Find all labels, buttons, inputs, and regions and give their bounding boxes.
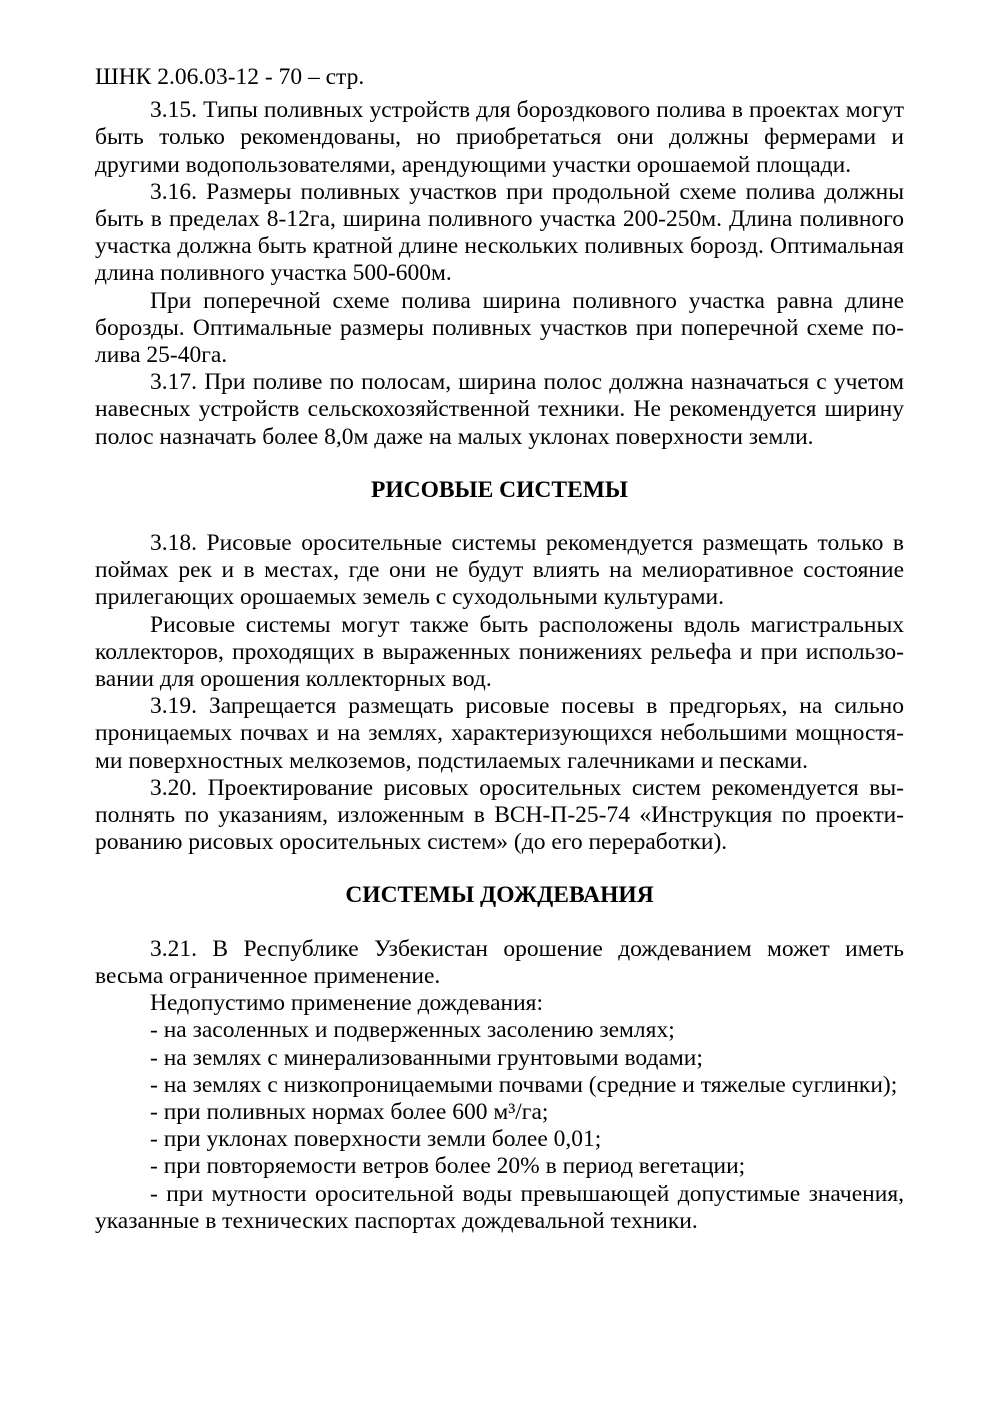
paragraph: - при повторяемости ветров более 20% в период вегетации; [150, 1153, 746, 1180]
paragraph: При поперечной схеме полива ширина поливного участка равна длине борозды. Оптимальные размеры поливных участков при поперечной схеме полива 25-40га. [95, 287, 904, 369]
paragraph: 3.16. Размеры поливных участков при продольной схеме полива должны быть в пределах 8-12га, ширина поливного участка 200-250м. Длина поливного участка должна быть кратной длине нескольких поливных борозд. Оптимальная длина поливного участка 500-600м. [95, 178, 904, 287]
paragraph: 3.15. Типы поливных устройств для бороздкового полива в проектах могут быть только рекомендованы, но приобретаться они должны фермерами и другими водопользователями, арендующими участки орошаемой площади. [95, 97, 904, 178]
paragraph: 3.21. В Республике Узбекистан орошение дождеванием может иметь весьма ограниченное применение. [95, 935, 904, 989]
paragraph: Недопустимо применение дождевания: [150, 990, 544, 1017]
section-heading: РИСОВЫЕ СИСТЕМЫ [370, 476, 628, 503]
paragraph: - на землях с минерализованными грунтовыми водами; [150, 1044, 703, 1071]
paragraph: - при уклонах поверхности земли более 0,01; [150, 1126, 602, 1153]
paragraph: 3.19. Запрещается размещать рисовые посевы в предгорьях, на сильно проницаемых почвах и на землях, характеризующихся небольшими мощностями поверхностных мелкоземов, подстилаемых галечниками и песками. [95, 693, 904, 774]
paragraph: Рисовые системы могут также быть расположены вдоль магистральных коллекторов, проходящих в выраженных понижениях рельефа и при использовании для орошения коллекторных вод. [95, 611, 904, 693]
paragraph: 3.18. Рисовые оросительные системы рекомендуется размещать только в поймах рек и в местах, где они не будут влиять на мелиоративное состояние прилегающих орошаемых земель с суходольными культурами. [95, 530, 904, 611]
document-body [95, 97, 904, 1235]
paragraph: 3.17. При поливе по полосам, ширина полос должна назначаться с учетом навесных устройств сельскохозяйственной техники. Не рекомендуется ширину полос назначать более 8,0м даже на малых уклонах поверхности земли. [95, 369, 904, 450]
paragraph: - при мутности оросительной воды превышающей допустимые значения, указанные в технических паспортах дождевальной техники. [95, 1180, 904, 1234]
paragraph: - при поливных нормах более 600 м³/га; [150, 1098, 549, 1125]
paragraph: 3.20. Проектирование рисовых оросительных систем рекомендуется выполнять по указаниям, изложенным в ВСН-П-25-74 «Инструкция по проектированию рисовых оросительных систем» (до его переработки). [95, 774, 904, 856]
paragraph: - на землях с низкопроницаемыми почвами (средние и тяжелые суглинки); [150, 1071, 898, 1098]
section-heading: СИСТЕМЫ ДОЖДЕВАНИЯ [345, 882, 654, 909]
paragraph: - на засоленных и подверженных засолению землях; [150, 1017, 675, 1044]
page-header: ШНК 2.06.03-12 - 70 – стр. [95, 64, 365, 90]
